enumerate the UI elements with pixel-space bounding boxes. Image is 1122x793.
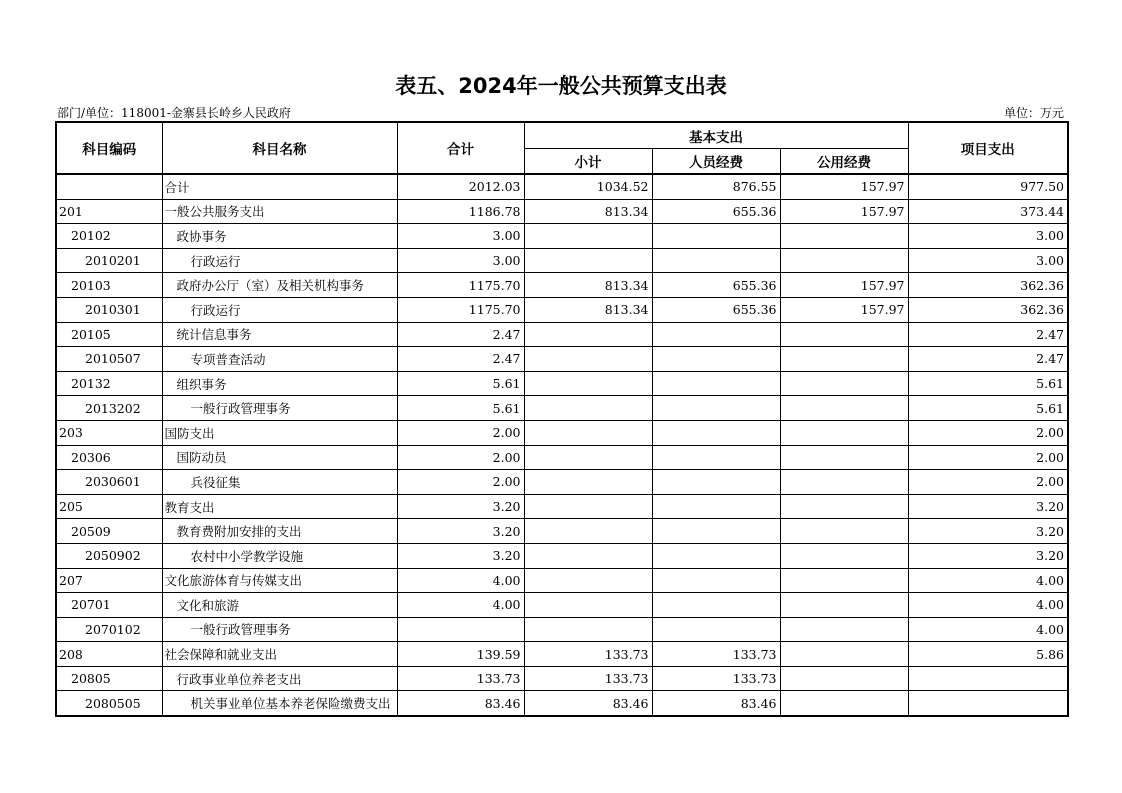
cell-code: 2010301: [56, 297, 162, 322]
cell-project: 3.20: [908, 494, 1068, 519]
department-label: 部门/单位：118001-金寨县长岭乡人民政府: [57, 106, 291, 120]
cell-public: [780, 445, 908, 470]
cell-name: 兵役征集: [162, 470, 397, 495]
cell-personnel: [652, 347, 780, 372]
cell-code: 20306: [56, 445, 162, 470]
cell-public: 157.97: [780, 199, 908, 224]
cell-project: 362.36: [908, 273, 1068, 298]
table-row: [56, 642, 1068, 667]
cell-name: 政府办公厅（室）及相关机构事务: [162, 273, 397, 298]
cell-project: 4.00: [908, 568, 1068, 593]
cell-subtotal: [524, 371, 652, 396]
table-row: [56, 322, 1068, 347]
cell-subtotal: [524, 470, 652, 495]
cell-public: [780, 666, 908, 691]
cell-name: 教育支出: [162, 494, 397, 519]
cell-name: 社会保障和就业支出: [162, 642, 397, 667]
header-personnel: 人员经费: [652, 149, 780, 175]
cell-name: 一般行政管理事务: [162, 396, 397, 421]
cell-name: 专项普查活动: [162, 347, 397, 372]
table-body: [56, 174, 1068, 716]
cell-total: 4.00: [397, 568, 524, 593]
cell-project: 4.00: [908, 593, 1068, 618]
cell-personnel: 83.46: [652, 691, 780, 716]
header-public: 公用经费: [780, 149, 908, 175]
cell-subtotal: 133.73: [524, 666, 652, 691]
cell-public: [780, 593, 908, 618]
cell-code: 207: [56, 568, 162, 593]
cell-total: 4.00: [397, 593, 524, 618]
cell-total: 3.00: [397, 224, 524, 249]
cell-code: 2070102: [56, 617, 162, 642]
cell-code: 2080505: [56, 691, 162, 716]
cell-project: 2.47: [908, 322, 1068, 347]
cell-name: 文化旅游体育与传媒支出: [162, 568, 397, 593]
cell-project: [908, 666, 1068, 691]
header-total: 合计: [397, 122, 524, 174]
cell-subtotal: [524, 347, 652, 372]
cell-personnel: [652, 248, 780, 273]
cell-code: 20132: [56, 371, 162, 396]
cell-subtotal: [524, 593, 652, 618]
cell-project: 4.00: [908, 617, 1068, 642]
cell-code: 201: [56, 199, 162, 224]
cell-project: 3.20: [908, 543, 1068, 568]
cell-subtotal: 813.34: [524, 273, 652, 298]
cell-code: 20509: [56, 519, 162, 544]
cell-code: 2010507: [56, 347, 162, 372]
table-row: [56, 593, 1068, 618]
cell-public: [780, 494, 908, 519]
cell-name: 文化和旅游: [162, 593, 397, 618]
cell-personnel: 133.73: [652, 666, 780, 691]
table-row: [56, 273, 1068, 298]
table-header: [56, 122, 1068, 174]
cell-total: [397, 617, 524, 642]
cell-personnel: 655.36: [652, 199, 780, 224]
table-row: [56, 519, 1068, 544]
cell-project: 5.86: [908, 642, 1068, 667]
cell-subtotal: [524, 420, 652, 445]
cell-total: 3.20: [397, 543, 524, 568]
page-title: 表五、2024年一般公共预算支出表: [395, 74, 727, 98]
cell-public: [780, 519, 908, 544]
unit-label: 单位：万元: [1003, 106, 1064, 120]
cell-project: 2.00: [908, 420, 1068, 445]
cell-public: [780, 420, 908, 445]
cell-project: 977.50: [908, 174, 1068, 199]
table-row: [56, 174, 1068, 199]
cell-personnel: 655.36: [652, 273, 780, 298]
cell-personnel: [652, 568, 780, 593]
cell-public: [780, 396, 908, 421]
cell-subtotal: [524, 617, 652, 642]
cell-public: [780, 470, 908, 495]
table-row: [56, 568, 1068, 593]
cell-personnel: [652, 371, 780, 396]
cell-project: 3.00: [908, 248, 1068, 273]
cell-name: 组织事务: [162, 371, 397, 396]
cell-public: [780, 347, 908, 372]
table-row: [56, 396, 1068, 421]
cell-total: 5.61: [397, 396, 524, 421]
cell-personnel: 655.36: [652, 297, 780, 322]
cell-public: [780, 371, 908, 396]
cell-personnel: [652, 494, 780, 519]
cell-code: 20105: [56, 322, 162, 347]
cell-public: [780, 642, 908, 667]
cell-subtotal: [524, 322, 652, 347]
cell-total: 1175.70: [397, 297, 524, 322]
cell-subtotal: [524, 568, 652, 593]
budget-table: [55, 121, 1069, 717]
cell-personnel: [652, 593, 780, 618]
cell-name: 机关事业单位基本养老保险缴费支出: [162, 691, 397, 716]
cell-name: 一般公共服务支出: [162, 199, 397, 224]
cell-code: 20103: [56, 273, 162, 298]
cell-public: [780, 617, 908, 642]
cell-subtotal: 813.34: [524, 297, 652, 322]
header-name: 科目名称: [162, 122, 397, 174]
cell-total: 133.73: [397, 666, 524, 691]
cell-name: 统计信息事务: [162, 322, 397, 347]
cell-subtotal: [524, 519, 652, 544]
cell-project: 362.36: [908, 297, 1068, 322]
table-row: [56, 297, 1068, 322]
table-row: [56, 445, 1068, 470]
cell-total: 3.00: [397, 248, 524, 273]
header-code: 科目编码: [56, 122, 162, 174]
cell-total: 2012.03: [397, 174, 524, 199]
cell-project: 3.00: [908, 224, 1068, 249]
table-row: [56, 691, 1068, 716]
cell-total: 2.00: [397, 445, 524, 470]
cell-personnel: [652, 519, 780, 544]
cell-personnel: [652, 617, 780, 642]
table-row: [56, 420, 1068, 445]
cell-name: 政协事务: [162, 224, 397, 249]
cell-subtotal: [524, 248, 652, 273]
cell-code: 205: [56, 494, 162, 519]
header-subtotal: 小计: [524, 149, 652, 175]
table-row: [56, 347, 1068, 372]
cell-subtotal: [524, 494, 652, 519]
cell-code: 20102: [56, 224, 162, 249]
cell-total: 139.59: [397, 642, 524, 667]
cell-subtotal: 1034.52: [524, 174, 652, 199]
cell-personnel: 876.55: [652, 174, 780, 199]
cell-code: [56, 174, 162, 199]
cell-public: [780, 248, 908, 273]
cell-total: 3.20: [397, 519, 524, 544]
cell-name: 行政运行: [162, 297, 397, 322]
cell-total: 83.46: [397, 691, 524, 716]
cell-total: 2.47: [397, 322, 524, 347]
cell-total: 1175.70: [397, 273, 524, 298]
cell-name: 行政运行: [162, 248, 397, 273]
table-row: [56, 224, 1068, 249]
cell-public: 157.97: [780, 273, 908, 298]
cell-project: 2.47: [908, 347, 1068, 372]
cell-personnel: [652, 543, 780, 568]
table-row: [56, 199, 1068, 224]
cell-name: 一般行政管理事务: [162, 617, 397, 642]
table-row: [56, 248, 1068, 273]
cell-public: [780, 224, 908, 249]
cell-name: 农村中小学教学设施: [162, 543, 397, 568]
cell-project: 2.00: [908, 470, 1068, 495]
table-row: [56, 470, 1068, 495]
cell-subtotal: 813.34: [524, 199, 652, 224]
cell-code: 2030601: [56, 470, 162, 495]
cell-code: 208: [56, 642, 162, 667]
cell-code: 203: [56, 420, 162, 445]
cell-code: 2050902: [56, 543, 162, 568]
cell-name: 合计: [162, 174, 397, 199]
table-row: [56, 494, 1068, 519]
cell-total: 1186.78: [397, 199, 524, 224]
cell-subtotal: [524, 224, 652, 249]
cell-total: 5.61: [397, 371, 524, 396]
cell-total: 2.00: [397, 470, 524, 495]
cell-personnel: [652, 322, 780, 347]
cell-code: 2013202: [56, 396, 162, 421]
cell-code: 20701: [56, 593, 162, 618]
header-basic: 基本支出: [524, 122, 908, 149]
cell-subtotal: 83.46: [524, 691, 652, 716]
cell-public: [780, 322, 908, 347]
table-row: [56, 617, 1068, 642]
cell-project: 373.44: [908, 199, 1068, 224]
cell-personnel: [652, 470, 780, 495]
cell-personnel: 133.73: [652, 642, 780, 667]
cell-personnel: [652, 224, 780, 249]
cell-subtotal: 133.73: [524, 642, 652, 667]
cell-project: 2.00: [908, 445, 1068, 470]
cell-name: 国防动员: [162, 445, 397, 470]
cell-total: 2.00: [397, 420, 524, 445]
cell-personnel: [652, 445, 780, 470]
cell-personnel: [652, 396, 780, 421]
cell-subtotal: [524, 543, 652, 568]
cell-public: [780, 543, 908, 568]
cell-code: 2010201: [56, 248, 162, 273]
header-project: 项目支出: [908, 122, 1068, 174]
cell-subtotal: [524, 445, 652, 470]
cell-name: 行政事业单位养老支出: [162, 666, 397, 691]
cell-name: 国防支出: [162, 420, 397, 445]
cell-project: [908, 691, 1068, 716]
table-row: [56, 543, 1068, 568]
table-row: [56, 371, 1068, 396]
cell-public: 157.97: [780, 174, 908, 199]
cell-public: [780, 568, 908, 593]
cell-total: 3.20: [397, 494, 524, 519]
cell-code: 20805: [56, 666, 162, 691]
cell-project: 5.61: [908, 371, 1068, 396]
cell-subtotal: [524, 396, 652, 421]
cell-public: [780, 691, 908, 716]
cell-public: 157.97: [780, 297, 908, 322]
cell-project: 5.61: [908, 396, 1068, 421]
cell-project: 3.20: [908, 519, 1068, 544]
cell-personnel: [652, 420, 780, 445]
table-row: [56, 666, 1068, 691]
cell-name: 教育费附加安排的支出: [162, 519, 397, 544]
cell-total: 2.47: [397, 347, 524, 372]
